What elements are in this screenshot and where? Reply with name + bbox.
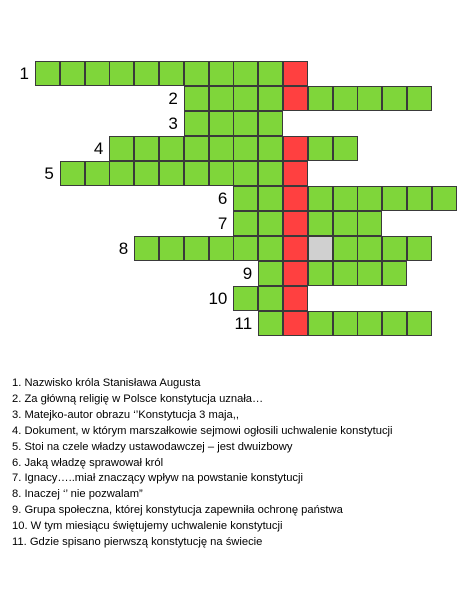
- cell-row-9-col-11[interactable]: [308, 261, 333, 286]
- cell-row-6-col-14[interactable]: [382, 186, 407, 211]
- cell-row-4-col-5[interactable]: [159, 136, 184, 161]
- cell-row-8-col-5[interactable]: [159, 236, 184, 261]
- cell-row-7-col-11[interactable]: [308, 211, 333, 236]
- cell-row-4-col-8[interactable]: [233, 136, 258, 161]
- cell-row-4-col-4[interactable]: [134, 136, 159, 161]
- cell-row-9-col-10[interactable]: [283, 261, 308, 286]
- cell-row-10-col-8[interactable]: [233, 286, 258, 311]
- cell-row-3-col-7[interactable]: [209, 111, 234, 136]
- cell-row-3-col-9[interactable]: [258, 111, 283, 136]
- cell-row-11-col-15[interactable]: [407, 311, 432, 336]
- row-number-9: 9: [242, 264, 253, 283]
- row-number-10: 10: [208, 289, 228, 308]
- cell-row-2-col-15[interactable]: [407, 86, 432, 111]
- cell-row-1-col-6[interactable]: [184, 61, 209, 86]
- clue-10: 10. W tym miesiącu świętujemy uchwalenie konstytucji: [12, 520, 283, 533]
- cell-row-5-col-5[interactable]: [159, 161, 184, 186]
- cell-row-5-col-10[interactable]: [283, 161, 308, 186]
- cell-row-6-col-9[interactable]: [258, 186, 283, 211]
- cell-row-5-col-1[interactable]: [60, 161, 85, 186]
- cell-row-6-col-11[interactable]: [308, 186, 333, 211]
- cell-row-11-col-11[interactable]: [308, 311, 333, 336]
- cell-row-2-col-11[interactable]: [308, 86, 333, 111]
- cell-row-1-col-4[interactable]: [134, 61, 159, 86]
- cell-row-5-col-3[interactable]: [109, 161, 134, 186]
- cell-row-11-col-13[interactable]: [357, 311, 382, 336]
- clue-7: 7. Ignacy…..miał znaczący wpływ na powstanie konstytucji: [12, 472, 304, 485]
- clue-3: 3. Matejko-autor obrazu ‘’Konstytucja 3 maja,,: [12, 408, 239, 421]
- cell-row-1-col-1[interactable]: [60, 61, 85, 86]
- cell-row-8-col-10[interactable]: [283, 236, 308, 261]
- cell-row-6-col-12[interactable]: [333, 186, 358, 211]
- cell-row-10-col-10[interactable]: [283, 286, 308, 311]
- cell-row-3-col-6[interactable]: [184, 111, 209, 136]
- cell-row-9-col-13[interactable]: [357, 261, 382, 286]
- clue-list: [12, 376, 457, 551]
- cell-row-2-col-8[interactable]: [233, 86, 258, 111]
- clue-11: 11. Gdzie spisano pierwszą konstytucję na świecie: [12, 536, 263, 549]
- cell-row-2-col-6[interactable]: [184, 86, 209, 111]
- cell-row-2-col-9[interactable]: [258, 86, 283, 111]
- clue-9: 9. Grupa społeczna, której konstytucja zapewniła ochronę państwa: [12, 504, 343, 517]
- cell-row-6-col-8[interactable]: [233, 186, 258, 211]
- cell-row-4-col-12[interactable]: [333, 136, 358, 161]
- clue-5: 5. Stoi na czele władzy ustawodawczej – jest dwuizbowy: [12, 440, 293, 453]
- cell-row-9-col-12[interactable]: [333, 261, 358, 286]
- cell-row-8-col-9[interactable]: [258, 236, 283, 261]
- row-number-6: 6: [217, 189, 228, 208]
- cell-row-6-col-13[interactable]: [357, 186, 382, 211]
- cell-row-11-col-14[interactable]: [382, 311, 407, 336]
- row-number-5: 5: [44, 164, 54, 183]
- cell-row-1-col-2[interactable]: [85, 61, 110, 86]
- row-number-7: 7: [217, 214, 228, 233]
- cell-row-11-col-10[interactable]: [283, 311, 308, 336]
- cell-row-7-col-13[interactable]: [357, 211, 382, 236]
- cell-row-5-col-8[interactable]: [233, 161, 258, 186]
- cell-row-7-col-9[interactable]: [258, 211, 283, 236]
- clue-4: 4. Dokument, w którym marszałkowie sejmowi ogłosili uchwalenie konstytucji: [12, 424, 393, 437]
- cell-row-1-col-7[interactable]: [209, 61, 234, 86]
- cell-row-1-col-0[interactable]: [35, 61, 60, 86]
- cell-row-4-col-3[interactable]: [109, 136, 134, 161]
- cell-row-6-col-15[interactable]: [407, 186, 432, 211]
- cell-row-2-col-12[interactable]: [333, 86, 358, 111]
- cell-row-1-col-10[interactable]: [283, 61, 308, 86]
- cell-row-9-col-14[interactable]: [382, 261, 407, 286]
- cell-row-10-col-9[interactable]: [258, 286, 283, 311]
- cell-row-1-col-5[interactable]: [159, 61, 184, 86]
- cell-row-2-col-13[interactable]: [357, 86, 382, 111]
- clue-2: 2. Za główną religię w Polsce konstytucja uznała…: [12, 392, 264, 405]
- row-number-3: 3: [168, 114, 178, 133]
- cell-row-9-col-9[interactable]: [258, 261, 283, 286]
- cell-row-1-col-8[interactable]: [233, 61, 258, 86]
- cell-row-2-col-7[interactable]: [209, 86, 234, 111]
- clue-1: 1. Nazwisko króla Stanisława Augusta: [12, 377, 201, 389]
- cell-row-8-col-8[interactable]: [233, 236, 258, 261]
- cell-row-7-col-12[interactable]: [333, 211, 358, 236]
- cell-row-1-col-9[interactable]: [258, 61, 283, 86]
- cell-row-4-col-6[interactable]: [184, 136, 209, 161]
- row-number-4: 4: [93, 139, 104, 158]
- cell-row-8-col-15[interactable]: [407, 236, 432, 261]
- cell-row-8-col-7[interactable]: [209, 236, 234, 261]
- cell-row-5-col-9[interactable]: [258, 161, 283, 186]
- cell-row-3-col-8[interactable]: [233, 111, 258, 136]
- cell-row-5-col-4[interactable]: [134, 161, 159, 186]
- row-number-11: 11: [234, 314, 253, 333]
- cell-row-4-col-10[interactable]: [283, 136, 308, 161]
- cell-row-11-col-12[interactable]: [333, 311, 358, 336]
- cell-row-5-col-7[interactable]: [209, 161, 234, 186]
- cell-row-5-col-6[interactable]: [184, 161, 209, 186]
- cell-row-1-col-3[interactable]: [109, 61, 134, 86]
- cell-row-5-col-2[interactable]: [85, 161, 110, 186]
- cell-row-11-col-9[interactable]: [258, 311, 283, 336]
- cell-row-8-col-13[interactable]: [357, 236, 382, 261]
- row-number-1: 1: [19, 64, 29, 83]
- cell-row-7-col-8[interactable]: [233, 211, 258, 236]
- row-number-8: 8: [118, 239, 129, 258]
- cell-row-4-col-7[interactable]: [209, 136, 234, 161]
- cell-row-4-col-11[interactable]: [308, 136, 333, 161]
- cell-row-7-col-10[interactable]: [283, 211, 308, 236]
- cell-row-8-col-6[interactable]: [184, 236, 209, 261]
- clue-8: 8. Inaczej ‘’ nie pozwalam”: [12, 488, 143, 501]
- clue-6: 6. Jaką władzę sprawował król: [12, 456, 164, 469]
- cell-row-4-col-9[interactable]: [258, 136, 283, 161]
- row-number-2: 2: [168, 89, 178, 108]
- cell-row-8-col-4[interactable]: [134, 236, 159, 261]
- cell-row-6-col-16[interactable]: [432, 186, 457, 211]
- cell-row-8-col-11[interactable]: [308, 236, 333, 261]
- cell-row-2-col-14[interactable]: [382, 86, 407, 111]
- cell-row-8-col-14[interactable]: [382, 236, 407, 261]
- cell-row-8-col-12[interactable]: [333, 236, 358, 261]
- cell-row-6-col-10[interactable]: [283, 186, 308, 211]
- cell-row-2-col-10[interactable]: [283, 86, 308, 111]
